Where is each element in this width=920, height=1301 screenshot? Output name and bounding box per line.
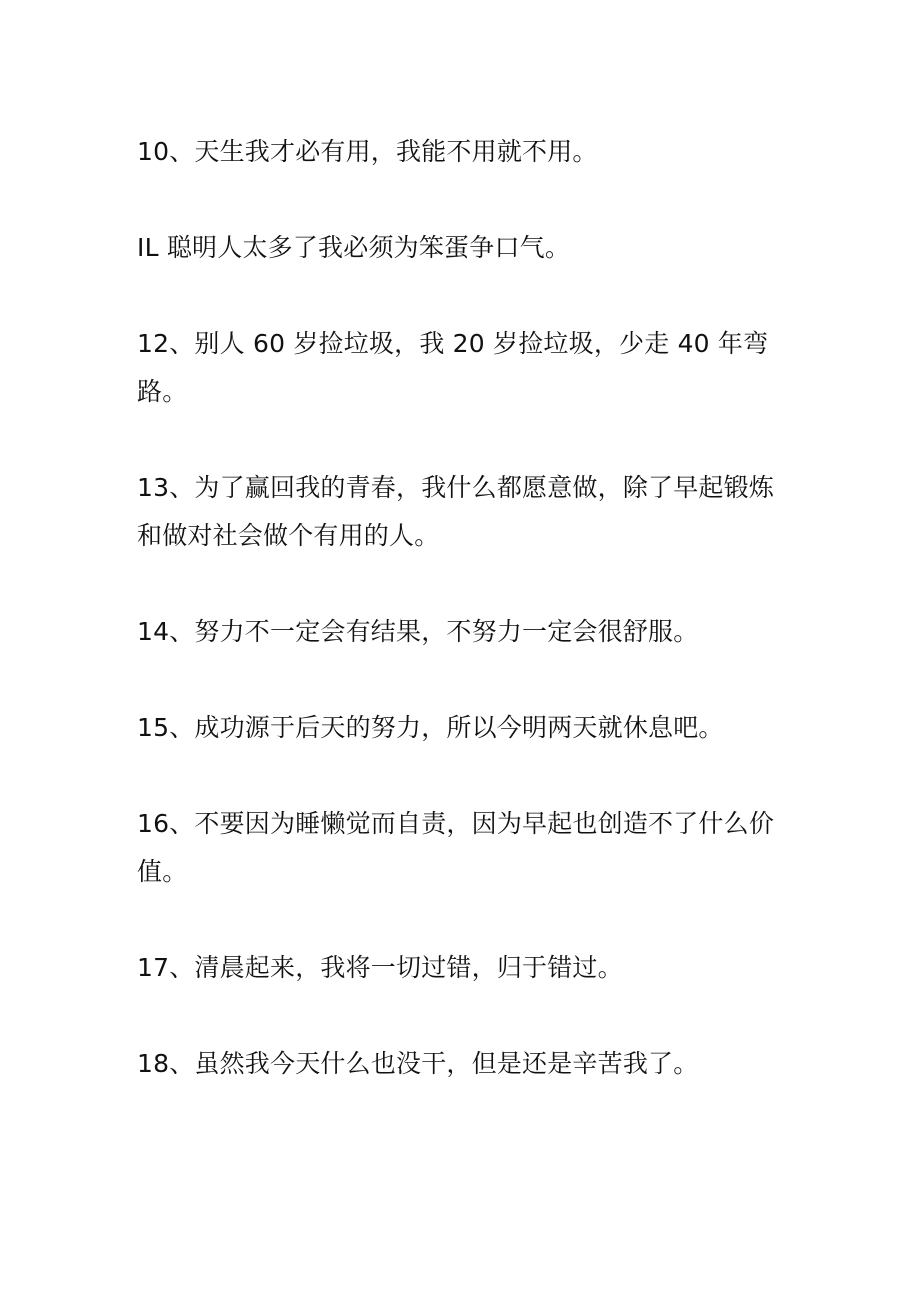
list-item: IL 聪明人太多了我必须为笨蛋争口气。 <box>137 233 571 262</box>
list-item: 10、天生我才必有用，我能不用就不用。 <box>137 137 598 166</box>
list-item: 17、清晨起来，我将一切过错，归于错过。 <box>137 953 623 982</box>
list-item: 16、不要因为睡懒觉而自责，因为早起也创造不了什么价值。 <box>137 809 775 886</box>
list-item: 12、别人 60 岁捡垃圾，我 20 岁捡垃圾，少走 40 年弯路。 <box>137 329 769 406</box>
joke-list <box>137 128 797 1136</box>
list-item: 13、为了赢回我的青春，我什么都愿意做，除了早起锻炼和做对社会做个有用的人。 <box>137 473 775 550</box>
list-item: 14、努力不一定会有结果，不努力一定会很舒服。 <box>137 617 699 646</box>
list-item: 15、成功源于后天的努力，所以今明两天就休息吧。 <box>137 713 724 742</box>
list-item: 18、虽然我今天什么也没干，但是还是辛苦我了。 <box>137 1049 699 1078</box>
